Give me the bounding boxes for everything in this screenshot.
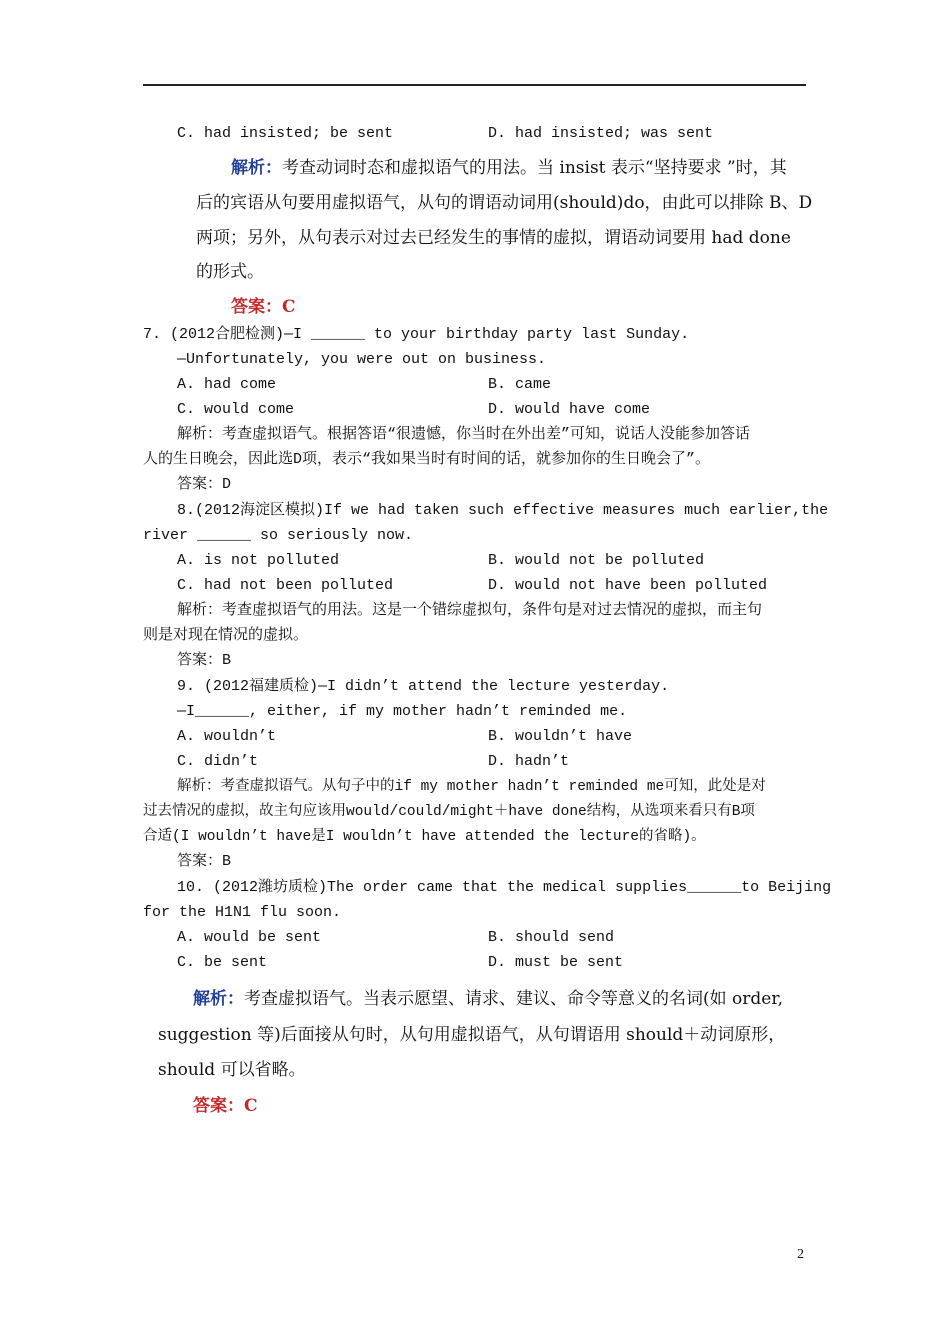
question-stem: 10. (2012潍坊质检)The order came that the medical supplies______to Beijing: [177, 879, 832, 896]
question-stem: 9. (2012福建质检)—I didn’t attend the lecture yesterday.: [177, 678, 670, 695]
answer: 答案：C: [231, 297, 296, 317]
question-stem: river ______ so seriously now.: [143, 527, 414, 544]
question-stem: —I______, either, if my mother hadn’t reminded me.: [177, 703, 628, 720]
option-b: B. would not be polluted: [488, 552, 705, 569]
option-d: D. hadn’t: [488, 753, 570, 770]
explanation-line: 过去情况的虚拟，故主句应该用would/could/might＋have done结构，从选项来看只有B项: [143, 804, 755, 820]
answer: 答案：D: [177, 476, 232, 493]
option-d: D. had insisted; was sent: [488, 125, 714, 142]
option-d: D. would have come: [488, 401, 651, 418]
option-c: C. be sent: [177, 954, 268, 971]
page-number: 2: [797, 1247, 804, 1262]
option-a: A. wouldn’t: [177, 728, 277, 745]
explanation-line: 合适(I wouldn’t have是I wouldn’t have attended the lecture的省略)。: [143, 829, 706, 845]
question-stem: for the H1N1 flu soon.: [143, 904, 342, 921]
explanation-line: 则是对现在情况的虚拟。: [143, 627, 309, 644]
option-a: A. had come: [177, 376, 277, 393]
question-stem: 8.(2012海淀区模拟)If we had taken such effective measures much earlier,the: [177, 502, 829, 519]
explanation-line: 人的生日晚会，因此选D项，表示“我如果当时有时间的话，就参加你的生日晚会了”。: [143, 451, 711, 468]
explanation-line: suggestion 等)后面接从句时，从句用虚拟语气，从句谓语用 should＋动词原形，: [158, 1025, 786, 1045]
header-rule: [143, 84, 806, 86]
explanation-line: should 可以省略。: [158, 1060, 306, 1080]
explanation-line: 解析：考查虚拟语气。从句子中的if my mother hadn’t reminded me可知，此处是对: [177, 779, 766, 795]
option-c: C. didn’t: [177, 753, 259, 770]
option-b: B. came: [488, 376, 552, 393]
option-a: A. is not polluted: [177, 552, 340, 569]
explanation-line: 解析：考查虚拟语气的用法。这是一个错综虚拟句，条件句是对过去情况的虚拟，而主句: [177, 602, 763, 619]
question-stem: 7. (2012合肥检测)—I ______ to your birthday party last Sunday.: [143, 326, 690, 343]
explanation-line: 两项；另外，从句表示对过去已经发生的事情的虚拟，谓语动词要用 had done: [196, 228, 791, 248]
option-b: B. wouldn’t have: [488, 728, 633, 745]
explanation-label: 解析：: [231, 158, 282, 178]
option-a: A. would be sent: [177, 929, 322, 946]
answer: 答案：B: [177, 853, 232, 870]
explanation-line: 的形式。: [196, 262, 264, 282]
option-c: C. would come: [177, 401, 295, 418]
explanation-line: 后的宾语从句要用虚拟语气，从句的谓语动词用(should)do，由此可以排除 B、D: [196, 193, 813, 213]
answer-label: 答案：: [193, 1096, 244, 1116]
option-c: C. had insisted; be sent: [177, 125, 394, 142]
explanation-line: 解析：考查虚拟语气。当表示愿望、请求、建议、命令等意义的名词(如 order,: [193, 989, 784, 1009]
option-d: D. would not have been polluted: [488, 577, 768, 594]
question-stem: —Unfortunately, you were out on business.: [177, 351, 547, 368]
option-c: C. had not been polluted: [177, 577, 394, 594]
answer-label: 答案：: [231, 297, 282, 317]
explanation-label: 解析：: [193, 989, 244, 1009]
explanation-line: 解析：考查动词时态和虚拟语气的用法。当 insist 表示“坚持要求 ”时，其: [231, 158, 787, 178]
answer: 答案：C: [193, 1096, 258, 1116]
option-b: B. should send: [488, 929, 615, 946]
explanation-line: 解析：考查虚拟语气。根据答语“很遗憾，你当时在外出差”可知，说话人没能参加答话: [177, 426, 751, 443]
answer: 答案：B: [177, 652, 232, 669]
option-d: D. must be sent: [488, 954, 624, 971]
